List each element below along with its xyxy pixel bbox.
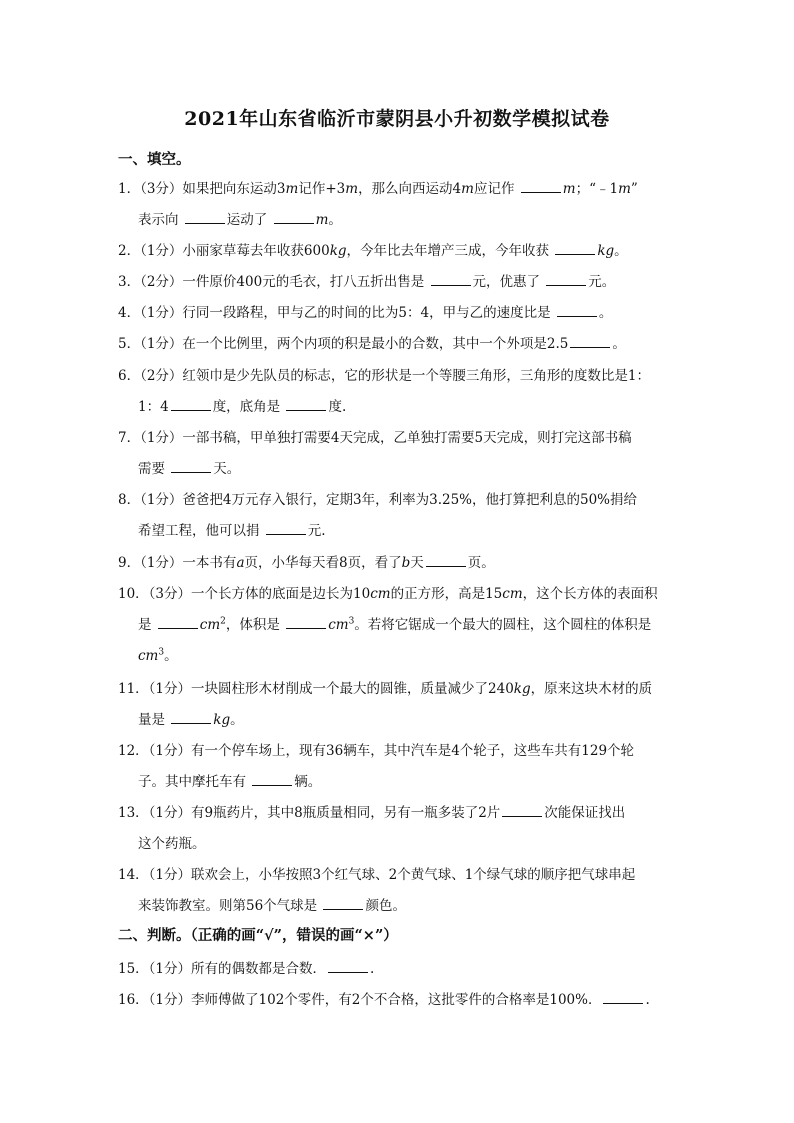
question-1: 1．（3分）如果把向东运动3m记作+3m，那么向西运动4m应记作 m；“﹣1m” <box>118 181 638 197</box>
answer-blank[interactable] <box>185 211 225 224</box>
answer-blank[interactable] <box>274 211 314 224</box>
question-3: 3．（2分）一件原价400元的毛衣，打八五折出售是 元，优惠了 元。 <box>118 274 616 290</box>
question-11-continued: 量是 kg。 <box>138 712 244 728</box>
question-15: 15．（1分）所有的偶数都是合数． . <box>118 961 375 977</box>
answer-blank[interactable] <box>555 242 595 255</box>
question-6: 6．（2分）红领巾是少先队员的标志，它的形状是一个等腰三角形，三角形的度数比是1： <box>118 368 651 384</box>
answer-blank[interactable] <box>426 554 466 567</box>
page-title: 2021年山东省临沂市蒙阴县小升初数学模拟试卷 <box>184 108 610 130</box>
question-14: 14．（1分）联欢会上，小华按照3个红气球、2个黄气球、1个绿气球的顺序把气球串起 <box>118 867 636 883</box>
question-11: 11．（1分）一块圆柱形木材削成一个最大的圆锥，质量减少了240kg，原来这块木材的质 <box>118 681 653 697</box>
answer-blank[interactable] <box>252 773 292 786</box>
answer-blank[interactable] <box>286 398 326 411</box>
question-5: 5．（1分）在一个比例里，两个内项的积是最小的合数，其中一个外项是2.5 。 <box>118 336 626 352</box>
question-6-continued: 1：4 度，底角是 度. <box>138 399 347 415</box>
question-12: 12．（1分）有一个停车场上，现有36辆车，其中汽车是4个轮子，这些车共有129个轮 <box>118 743 635 759</box>
question-13-continued: 这个药瓶。 <box>138 836 206 852</box>
question-2: 2．（1分）小丽家草莓去年收获600kg，今年比去年增产三成，今年收获 kg。 <box>118 243 628 259</box>
answer-blank[interactable] <box>266 522 306 535</box>
answer-blank[interactable] <box>323 897 363 910</box>
answer-blank[interactable] <box>328 960 368 973</box>
section-heading-true-false: 二、判断。（正确的画“√”，错误的画“×”） <box>118 927 398 944</box>
answer-blank[interactable] <box>546 273 586 286</box>
answer-blank[interactable] <box>171 398 211 411</box>
question-1-continued: 表示向 运动了 m。 <box>138 212 342 228</box>
question-10: 10．（3分）一个长方体的底面是边长为10cm的正方形，高是15cm，这个长方体的表面积 <box>118 586 658 602</box>
question-4: 4．（1分）行同一段路程，甲与乙的时间的比为5：4，甲与乙的速度比是 。 <box>118 305 613 321</box>
answer-blank[interactable] <box>286 616 326 629</box>
answer-blank[interactable] <box>158 616 198 629</box>
question-7: 7．（1分）一部书稿，甲单独打需要4天完成，乙单独打需要5天完成，则打完这部书稿 <box>118 430 632 446</box>
question-12-continued: 子。其中摩托车有 辆。 <box>138 774 322 790</box>
answer-blank[interactable] <box>171 460 211 473</box>
answer-blank[interactable] <box>557 304 597 317</box>
answer-blank[interactable] <box>431 273 471 286</box>
answer-blank[interactable] <box>171 711 211 724</box>
question-8: 8．（1分）爸爸把4万元存入银行，定期3年，利率为3.25%，他打算把利息的50%捐给 <box>118 492 637 508</box>
answer-blank[interactable] <box>603 991 643 1004</box>
section-heading-fill-in: 一、填空。 <box>118 151 191 168</box>
answer-blank[interactable] <box>570 335 610 348</box>
question-10-line3: $cm^3$。 <box>138 647 178 664</box>
question-7-continued: 需要 天。 <box>138 461 241 477</box>
question-16: 16．（1分）李师傅做了102个零件，有2个不合格，这批零件的合格率是100%． . <box>118 992 650 1008</box>
question-9: 9．（1分）一本书有a页，小华每天看8页，看了b天 页。 <box>118 555 495 571</box>
question-14-continued: 来装饰教室。则第56个气球是 颜色。 <box>138 898 406 914</box>
question-8-continued: 希望工程，他可以捐 元. <box>138 523 326 539</box>
answer-blank[interactable] <box>521 180 561 193</box>
question-10-continued: 是 $cm^2$，体积是 $cm^3$。若将它锯成一个最大的圆柱，这个圆柱的体积是 <box>138 616 652 633</box>
question-13: 13．（1分）有9瓶药片，其中8瓶质量相同，另有一瓶多装了2片 次能保证找出 <box>118 805 626 821</box>
answer-blank[interactable] <box>502 804 542 817</box>
